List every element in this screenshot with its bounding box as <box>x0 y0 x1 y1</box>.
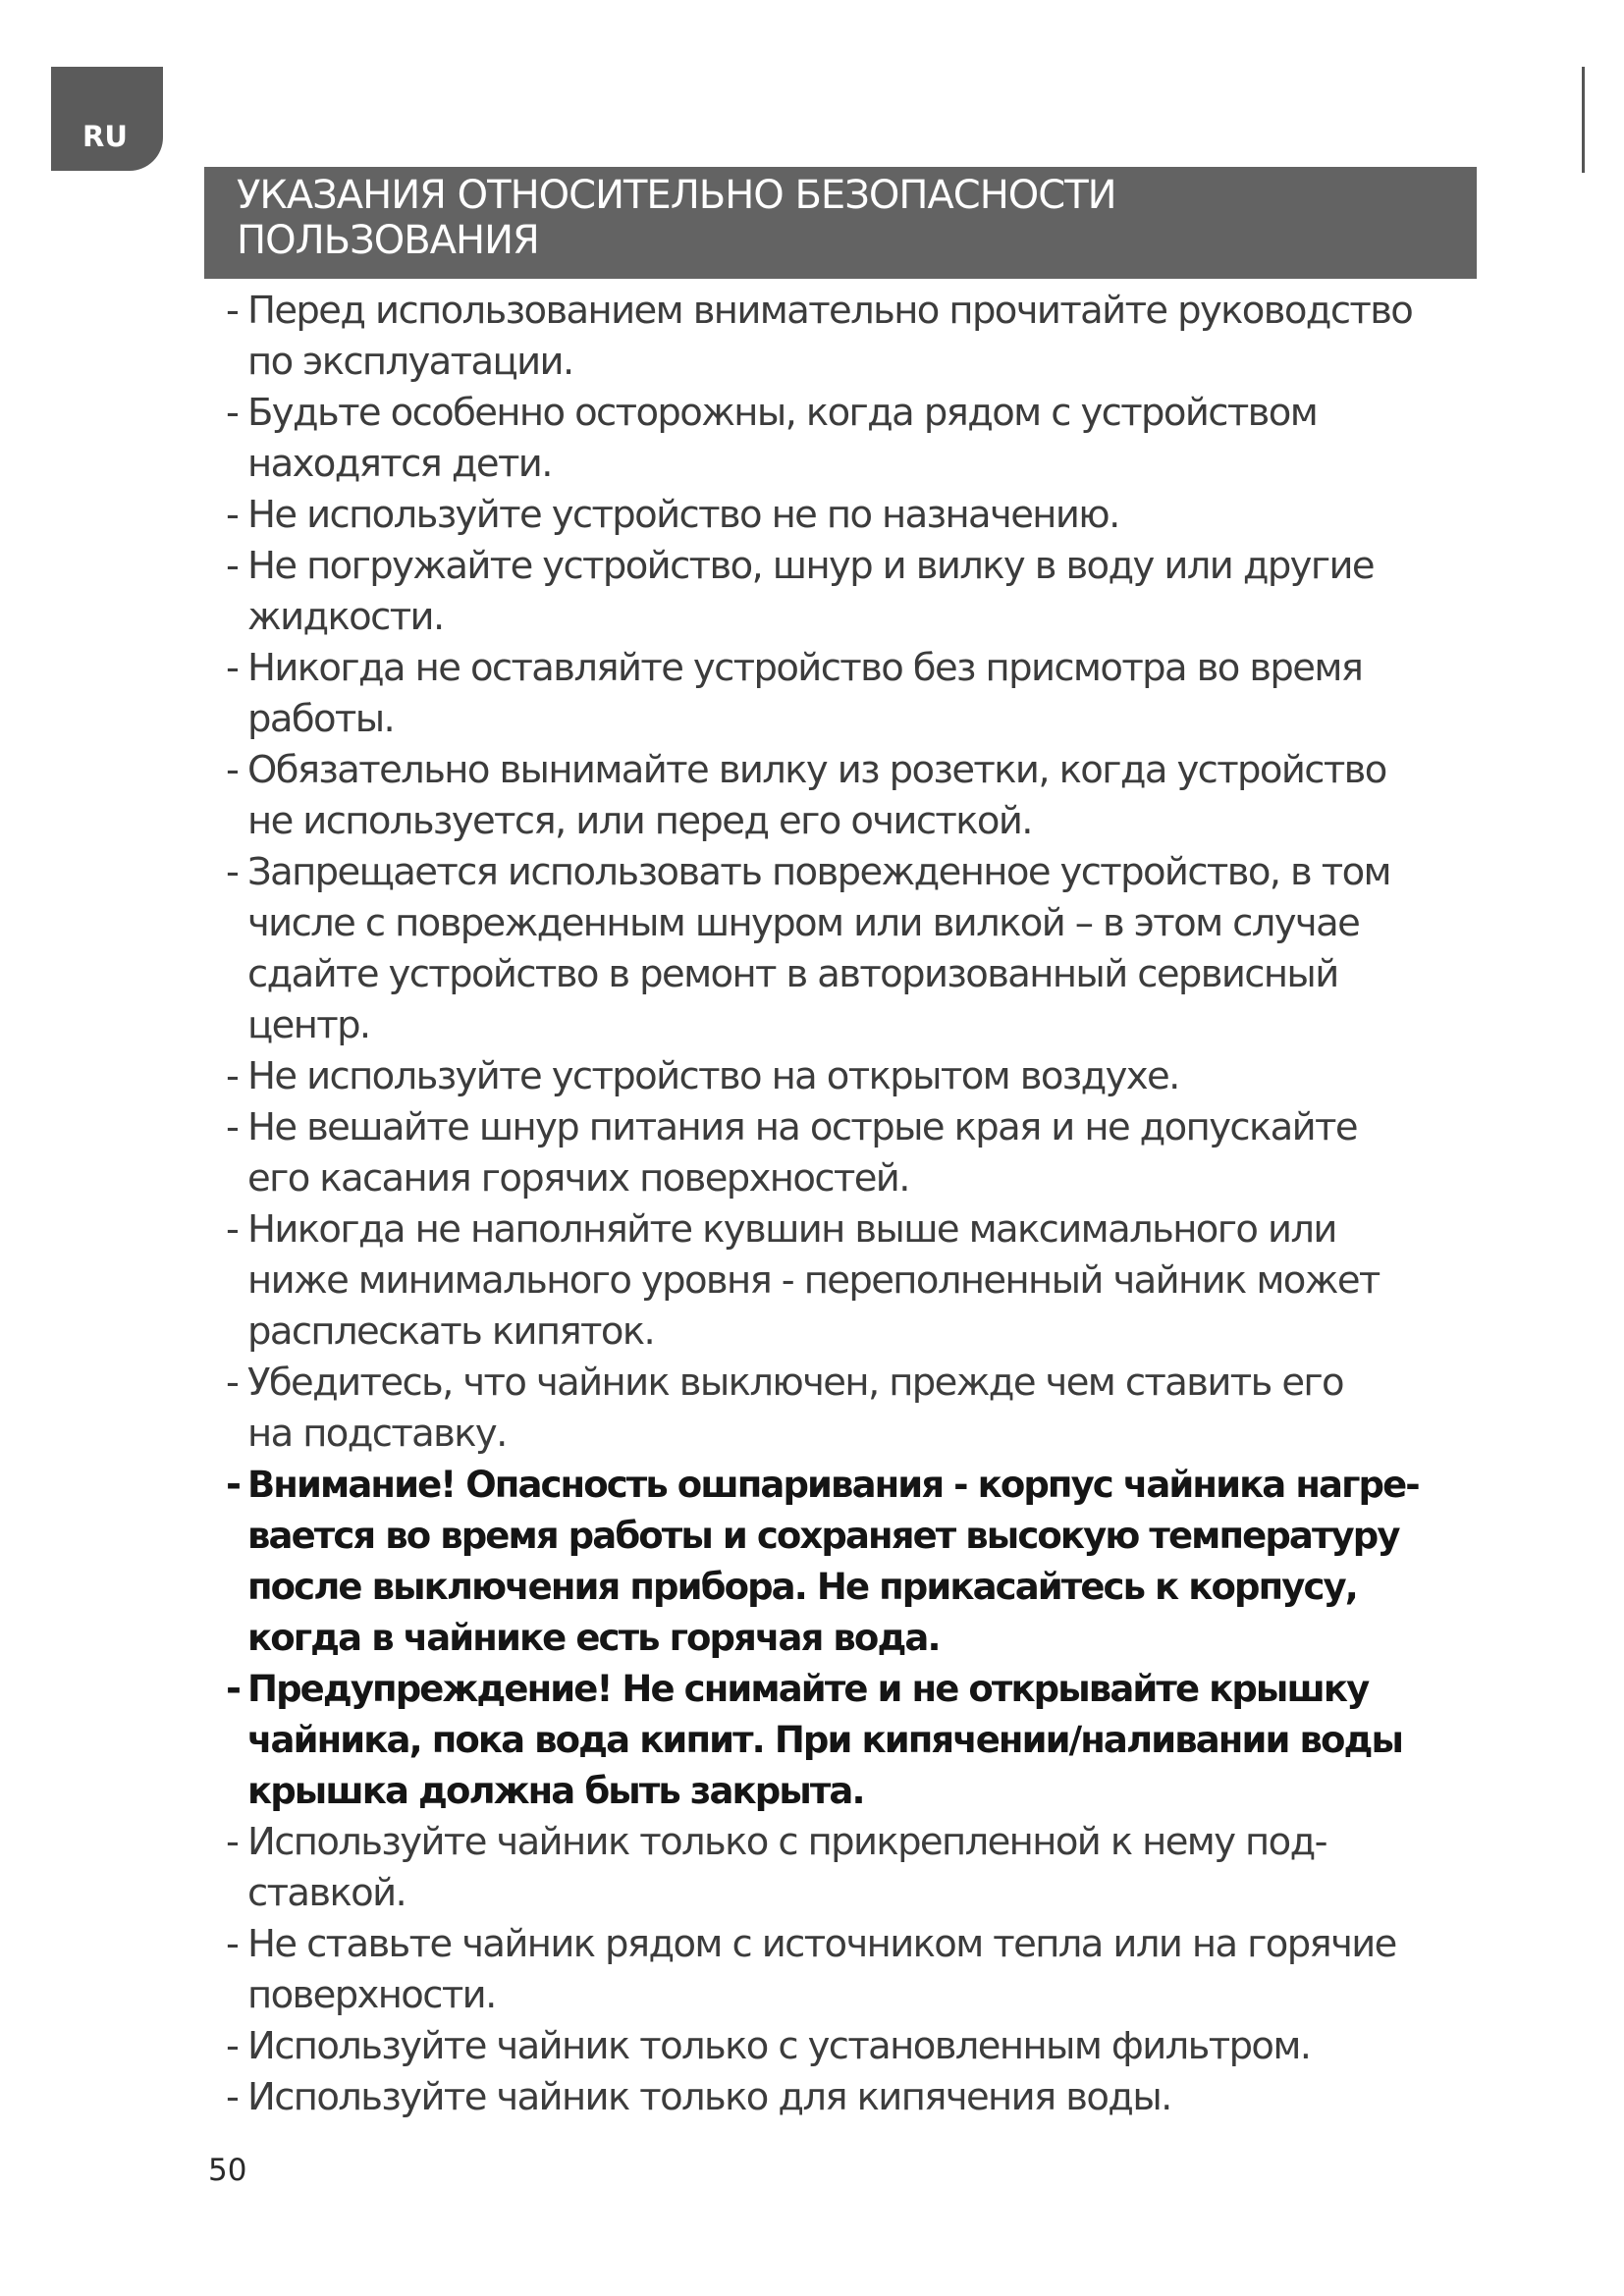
rule-text-line: Используйте чайник только с установленным фильтром. <box>247 2024 1311 2068</box>
section-header <box>204 167 1477 279</box>
bullet-dash: - <box>226 2075 239 2119</box>
bullet-dash: - <box>226 2024 239 2068</box>
rule-text-line: Не погружайте устройство, шнур и вилку в воду или другие <box>247 544 1375 588</box>
rule-text-line: чайника, пока вода кипит. При кипячении/наливании воды <box>247 1719 1403 1761</box>
rule-text-line: Не используйте устройство не по назначению. <box>247 493 1119 537</box>
rule-text-line: Никогда не наполняйте кувшин выше максимального или <box>247 1207 1336 1252</box>
bullet-dash: - <box>226 391 239 435</box>
rule-text-line: его касания горячих поверхностей. <box>247 1156 909 1201</box>
rule-text-line: центр. <box>247 1003 370 1047</box>
rule-text-line: Не вешайте шнур питания на острые края и не допускайте <box>247 1105 1357 1149</box>
safety-rule-item <box>226 2072 1532 2123</box>
rule-text-line: Будьте особенно осторожны, когда рядом с устройством <box>247 391 1318 435</box>
safety-rule-item <box>226 286 1532 388</box>
rule-text-line: находятся дети. <box>247 442 552 486</box>
bullet-dash: - <box>226 1361 239 1405</box>
bullet-dash: - <box>226 748 239 792</box>
safety-rule-item <box>226 643 1532 745</box>
bullet-dash: - <box>226 646 239 690</box>
safety-rule-item <box>226 1102 1532 1204</box>
section-title-line-2: ПОЛЬЗОВАНИЯ <box>237 218 539 263</box>
safety-rule-item <box>226 1204 1532 1358</box>
safety-rule-item <box>226 2021 1532 2072</box>
rule-text-line: ниже минимального уровня - переполненный чайник может <box>247 1258 1380 1303</box>
rule-text-line: числе с поврежденным шнуром или вилкой – в этом случае <box>247 901 1360 945</box>
rule-text-line: не используется, или перед его очисткой. <box>247 799 1032 843</box>
bullet-dash: - <box>226 1105 239 1149</box>
rule-text-line: когда в чайнике есть горячая вода. <box>247 1617 940 1659</box>
safety-rule-item <box>226 1919 1532 2021</box>
safety-warning-item <box>226 1664 1532 1817</box>
rule-text-line: сдайте устройство в ремонт в авторизованный сервисный <box>247 952 1338 996</box>
rule-text-line: Используйте чайник только с прикрепленной к нему под- <box>247 1820 1326 1864</box>
bullet-dash: - <box>226 1207 239 1252</box>
rule-text-line: крышка должна быть закрыта. <box>247 1770 864 1812</box>
safety-rule-item <box>226 1358 1532 1460</box>
bullet-dash: - <box>226 1667 241 1711</box>
rule-text-line: Не используйте устройство на открытом воздухе. <box>247 1054 1179 1098</box>
rule-text-line: Используйте чайник только для кипячения воды. <box>247 2075 1171 2119</box>
safety-rule-item <box>226 490 1532 541</box>
rule-text-line: вается во время работы и сохраняет высокую температуру <box>247 1515 1399 1557</box>
page-edge-marker <box>1582 67 1585 173</box>
rule-text-line: после выключения прибора. Не прикасайтесь к корпусу, <box>247 1566 1357 1608</box>
bullet-dash: - <box>226 544 239 588</box>
safety-rule-item <box>226 745 1532 847</box>
safety-rule-item <box>226 388 1532 490</box>
bullet-dash: - <box>226 1463 241 1507</box>
bullet-dash: - <box>226 1054 239 1098</box>
safety-rule-item <box>226 1051 1532 1102</box>
rule-text-line: Запрещается использовать поврежденное устройство, в том <box>247 850 1391 894</box>
bullet-dash: - <box>226 1820 239 1864</box>
safety-rule-item <box>226 847 1532 1051</box>
bullet-dash: - <box>226 493 239 537</box>
rule-text-line: жидкости. <box>247 595 444 639</box>
rule-text-line: ставкой. <box>247 1871 406 1915</box>
rule-text-line: Предупреждение! Не снимайте и не открывайте крышку <box>247 1668 1369 1710</box>
rule-text-line: Убедитесь, что чайник выключен, прежде чем ставить его <box>247 1361 1343 1405</box>
rule-text-line: Обязательно вынимайте вилку из розетки, когда устройство <box>247 748 1386 792</box>
rule-text-line: поверхности. <box>247 1973 496 2017</box>
rule-text-line: расплескать кипяток. <box>247 1309 655 1354</box>
safety-rules-list <box>226 286 1532 2123</box>
safety-rule-item <box>226 1817 1532 1919</box>
rule-text-line: на подставку. <box>247 1412 507 1456</box>
language-tab <box>51 67 163 171</box>
rule-text-line: Никогда не оставляйте устройство без присмотра во время <box>247 646 1363 690</box>
rule-text-line: работы. <box>247 697 395 741</box>
safety-warning-item <box>226 1460 1532 1664</box>
page-number: 50 <box>208 2153 247 2188</box>
bullet-dash: - <box>226 850 239 894</box>
safety-rule-item <box>226 541 1532 643</box>
language-label: RU <box>82 120 128 153</box>
section-title-line-1: УКАЗАНИЯ ОТНОСИТЕЛЬНО БЕЗОПАСНОСТИ <box>237 173 1116 218</box>
bullet-dash: - <box>226 1922 239 1966</box>
rule-text-line: Внимание! Опасность ошпаривания - корпус чайника нагре- <box>247 1464 1419 1506</box>
rule-text-line: Не ставьте чайник рядом с источником тепла или на горячие <box>247 1922 1396 1966</box>
rule-text-line: по эксплуатации. <box>247 340 573 384</box>
bullet-dash: - <box>226 289 239 333</box>
rule-text-line: Перед использованием внимательно прочитайте руководство <box>247 289 1413 333</box>
